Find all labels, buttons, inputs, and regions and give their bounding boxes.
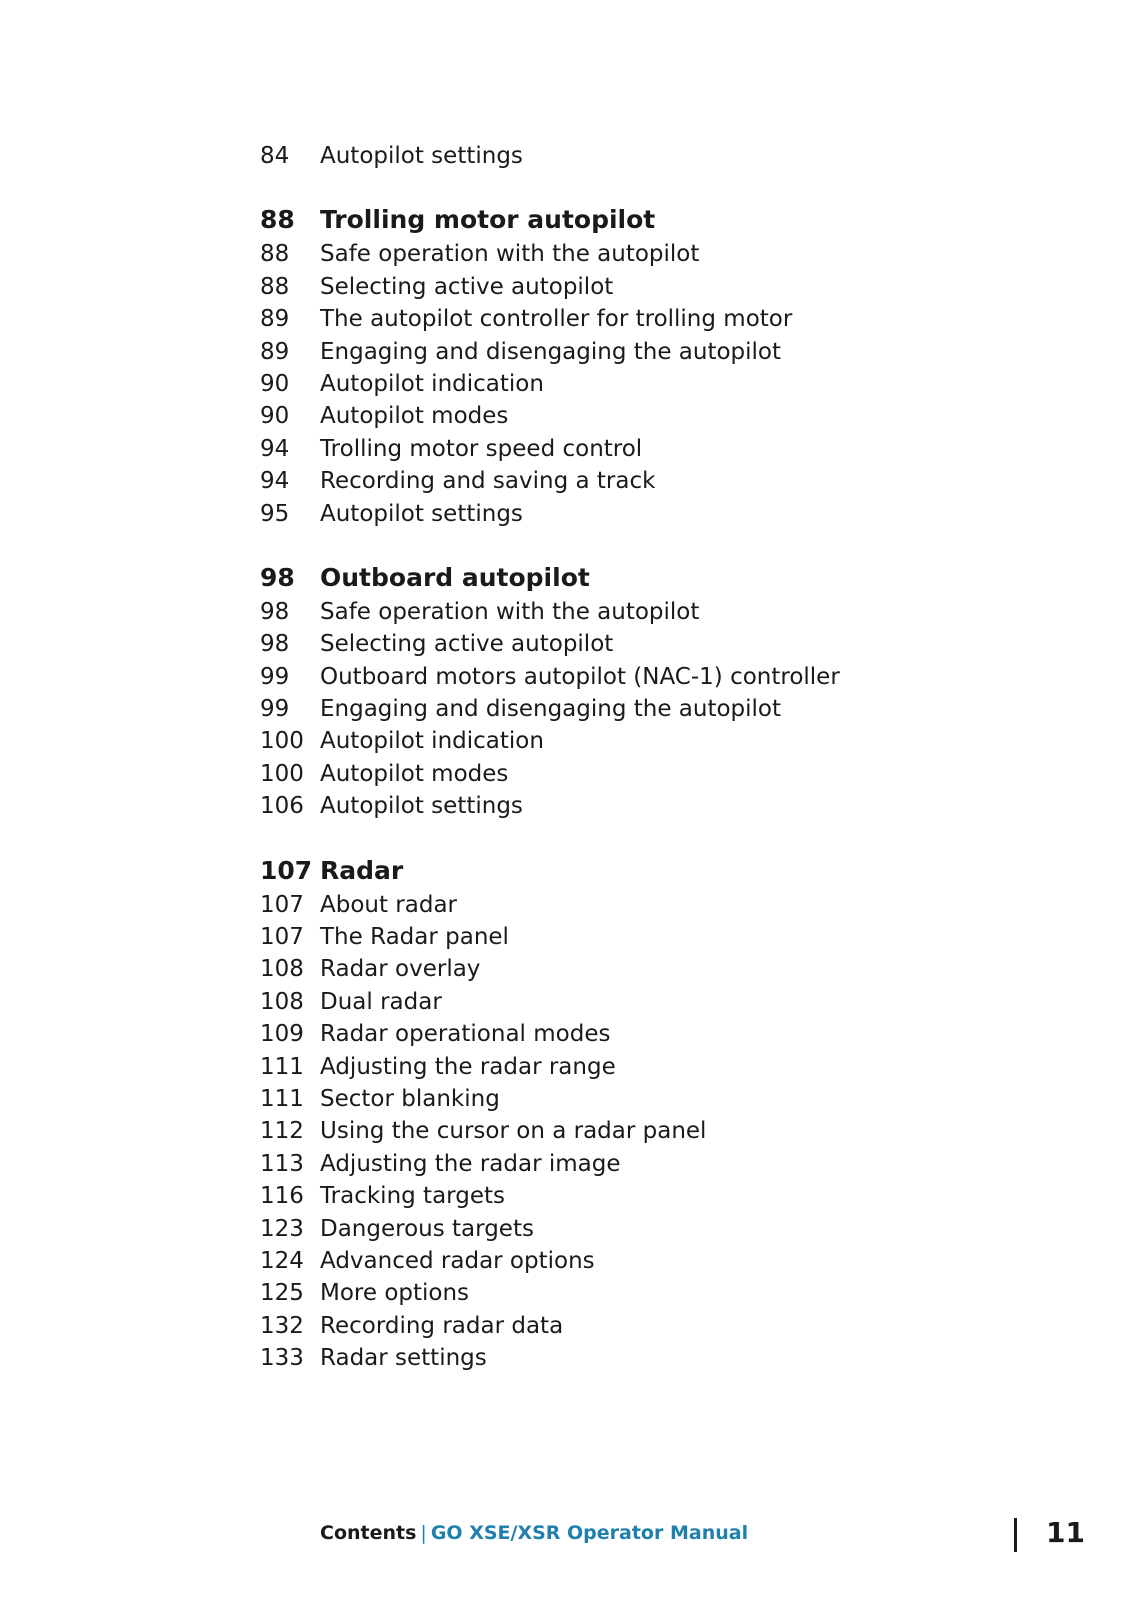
toc-entry-title: Autopilot indication	[320, 728, 544, 755]
toc-entry-page: 98	[260, 631, 290, 658]
toc-entry-title: Trolling motor speed control	[320, 435, 643, 462]
toc-entry-title: Autopilot settings	[320, 143, 523, 169]
toc-entry-page: 100	[260, 760, 304, 787]
toc-entry-title: The autopilot controller for trolling motor	[320, 306, 793, 333]
toc-entry-page: 108	[260, 956, 304, 983]
toc-entry-title: Recording radar data	[320, 1312, 564, 1339]
toc-entry-title: Tracking targets	[320, 1183, 505, 1210]
toc-entry	[260, 921, 1060, 953]
toc-entry-page: 106	[260, 793, 304, 820]
toc-entry-title: Adjusting the radar range	[320, 1053, 616, 1080]
page-number: 11	[1046, 1516, 1085, 1549]
toc-entry-title: The Radar panel	[320, 924, 509, 951]
toc-entry	[260, 433, 1060, 465]
toc-entry-title: Sector blanking	[320, 1085, 500, 1112]
toc-entry-page: 132	[260, 1312, 304, 1339]
toc-entry	[260, 336, 1060, 368]
page-number-divider	[1014, 1518, 1017, 1552]
toc-entry	[260, 1051, 1060, 1083]
toc-entry-title: Recording and saving a track	[320, 468, 656, 495]
toc-entry-title: Dual radar	[320, 988, 442, 1015]
toc-entry-page: 107	[260, 924, 304, 951]
toc-entry-page: 84	[260, 143, 290, 169]
toc-entry	[260, 1083, 1060, 1115]
toc-section-outboard-autopilot	[260, 560, 1060, 823]
toc-entry-title: Radar operational modes	[320, 1021, 611, 1048]
toc-entry-title: More options	[320, 1280, 470, 1307]
toc-entry-page: 90	[260, 370, 290, 397]
toc-entry	[260, 1115, 1060, 1147]
toc-entry-page: 111	[260, 1053, 304, 1080]
toc-heading-title: Trolling motor autopilot	[320, 205, 656, 235]
toc-entry	[260, 758, 1060, 790]
toc-entry-page: 125	[260, 1280, 304, 1307]
toc-entry-title: Safe operation with the autopilot	[320, 241, 700, 268]
toc-entry	[260, 465, 1060, 497]
toc-entry	[260, 1018, 1060, 1050]
toc-entry-title: About radar	[320, 891, 458, 918]
toc-entry-title: Autopilot settings	[320, 500, 523, 527]
toc-entry	[260, 1245, 1060, 1277]
toc-section-heading	[260, 560, 1060, 596]
table-of-contents	[260, 140, 1060, 1375]
toc-entry-page: 94	[260, 435, 290, 462]
toc-entry-title: Advanced radar options	[320, 1247, 595, 1274]
toc-entry-title: Adjusting the radar image	[320, 1150, 621, 1177]
toc-heading-title: Radar	[320, 855, 404, 885]
toc-entry	[260, 1148, 1060, 1180]
toc-entry-page: 123	[260, 1215, 304, 1242]
toc-entry-page: 94	[260, 468, 290, 495]
toc-entry	[260, 661, 1060, 693]
toc-entry-title: Outboard motors autopilot (NAC-1) controller	[320, 663, 840, 690]
toc-entry-title: Autopilot indication	[320, 370, 544, 397]
toc-entry-title: Engaging and disengaging the autopilot	[320, 338, 782, 365]
toc-heading-page: 107	[260, 855, 313, 885]
toc-entry	[260, 693, 1060, 725]
toc-entry-page: 108	[260, 988, 304, 1015]
toc-entry-title: Autopilot modes	[320, 760, 509, 787]
toc-entry-page: 133	[260, 1345, 304, 1372]
toc-entry-page: 89	[260, 306, 290, 333]
toc-entry	[260, 986, 1060, 1018]
toc-entry-page: 88	[260, 241, 290, 268]
toc-entry	[260, 238, 1060, 270]
toc-entry-title: Using the cursor on a radar panel	[320, 1118, 707, 1145]
toc-section-heading	[260, 202, 1060, 238]
toc-section-heading	[260, 853, 1060, 889]
toc-entry-title: Autopilot settings	[320, 793, 523, 820]
toc-entry	[260, 1213, 1060, 1245]
toc-entry-title: Radar settings	[320, 1345, 487, 1372]
toc-entry-page: 113	[260, 1150, 304, 1177]
toc-section-trolling-motor-autopilot	[260, 202, 1060, 530]
toc-entry	[260, 889, 1060, 921]
toc-heading-title: Outboard autopilot	[320, 562, 590, 592]
toc-section-radar	[260, 853, 1060, 1375]
toc-entry	[260, 725, 1060, 757]
toc-entry-page: 99	[260, 696, 290, 723]
toc-entry	[260, 303, 1060, 335]
toc-entry-title: Engaging and disengaging the autopilot	[320, 696, 782, 723]
toc-entry-page: 124	[260, 1247, 304, 1274]
toc-entry-page: 99	[260, 663, 290, 690]
toc-entry-page: 100	[260, 728, 304, 755]
toc-entry-page: 95	[260, 500, 290, 527]
toc-entry	[260, 400, 1060, 432]
toc-entry-title: Autopilot modes	[320, 403, 509, 430]
page-footer	[320, 1522, 748, 1544]
toc-heading-page: 88	[260, 205, 295, 235]
footer-section-label: Contents	[320, 1522, 417, 1544]
toc-entry	[260, 953, 1060, 985]
toc-entry	[260, 140, 1060, 172]
toc-entry	[260, 1180, 1060, 1212]
toc-entry	[260, 368, 1060, 400]
toc-entry-page: 90	[260, 403, 290, 430]
toc-entry-page: 98	[260, 598, 290, 625]
toc-entry-page: 89	[260, 338, 290, 365]
toc-entry-page: 111	[260, 1085, 304, 1112]
toc-entry-title: Selecting active autopilot	[320, 631, 614, 658]
toc-entry	[260, 628, 1060, 660]
toc-entry	[260, 1310, 1060, 1342]
toc-entry-page: 116	[260, 1183, 304, 1210]
footer-manual-title: GO XSE/XSR Operator Manual	[430, 1522, 749, 1544]
toc-entry-title: Dangerous targets	[320, 1215, 534, 1242]
toc-entry-page: 109	[260, 1021, 304, 1048]
toc-entry	[260, 498, 1060, 530]
toc-entry-title: Radar overlay	[320, 956, 481, 983]
toc-entry-title: Selecting active autopilot	[320, 273, 614, 300]
toc-heading-page: 98	[260, 562, 295, 592]
toc-entry-title: Safe operation with the autopilot	[320, 598, 700, 625]
toc-entry	[260, 790, 1060, 822]
toc-entry-page: 88	[260, 273, 290, 300]
toc-intro	[260, 140, 1060, 172]
toc-entry-page: 107	[260, 891, 304, 918]
toc-entry	[260, 596, 1060, 628]
toc-entry	[260, 1277, 1060, 1309]
footer-separator: |	[420, 1522, 427, 1544]
toc-entry	[260, 1342, 1060, 1374]
toc-entry-page: 112	[260, 1118, 304, 1145]
toc-entry	[260, 271, 1060, 303]
